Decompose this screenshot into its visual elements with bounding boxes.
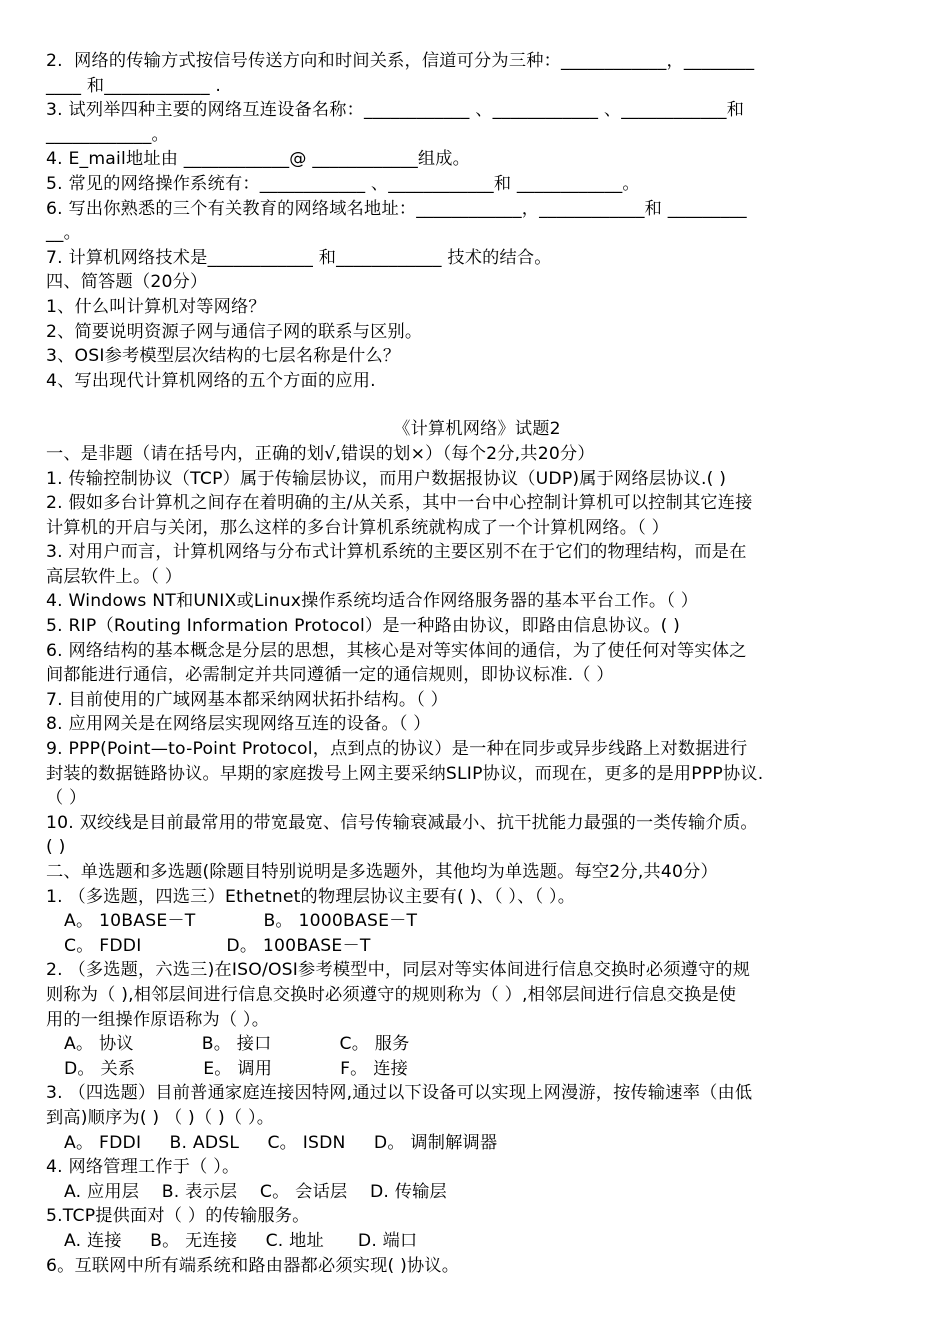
text-line: 计算机的开启与关闭，那么这样的多台计算机系统就构成了一个计算机网络。（ ）: [46, 517, 670, 538]
text-line: 封装的数据链路协议。早期的家庭拨号上网主要采纳SLIP协议，而现在，更多的是用PPP协议.: [46, 763, 764, 784]
text-line: 高层软件上。（ ）: [46, 566, 183, 587]
text-line: 2. 网络的传输方式按信号传送方向和时间关系，信道可分为三种：____________，________: [46, 51, 755, 71]
question-line: 2. （多选题，六选三)在ISO/OSI参考模型中，同层对等实体间进行信息交换时必须遵守的规: [46, 960, 751, 981]
text-line: 8. 应用网关是在网络层实现网络互连的设备。（ ）: [46, 714, 431, 735]
section-heading: 一、是非题（请在括号内，正确的划√,错误的划×）（每个2分,共20分）: [46, 443, 595, 464]
text-line: 3. 试列举四种主要的网络互连设备名称：____________ 、____________ 、____________和: [46, 100, 745, 121]
question-line: 则称为（ ),相邻层间进行信息交换时必须遵守的规则称为（ ）,相邻层间进行信息交换是使: [46, 984, 737, 1005]
question-line: 1. （多选题，四选三）Ethetnet的物理层协议主要有( )、（ ）、（ ）。: [46, 886, 576, 907]
option-line: C。 FDDI D。 100BASE－T: [64, 935, 371, 956]
exam-title: 《计算机网络》试题2: [393, 419, 561, 440]
question-line: 1、什么叫计算机对等网络？: [46, 296, 266, 317]
option-line: A。 10BASE－T B。 1000BASE－T: [64, 911, 418, 932]
question-line: 6。互联网中所有端系统和路由器都必须实现( )协议。: [46, 1255, 460, 1276]
option-line: D。 关系 E。 调用 F。 连接: [64, 1058, 408, 1079]
section-heading: 四、简答题（20分）: [46, 272, 208, 293]
option-line: A. 连接 B。 无连接 C. 地址 D. 端口: [64, 1230, 418, 1251]
option-line: A。 FDDI B. ADSL C。 ISDN D。 调制解调器: [64, 1132, 498, 1153]
true-false-section: [46, 442, 908, 860]
question-line: 用的一组操作原语称为（ ）。: [46, 1009, 270, 1030]
question-line: 4. 网络管理工作于（ ）。: [46, 1157, 240, 1178]
question-line: 3、OSI参考模型层次结构的七层名称是什么？: [46, 346, 401, 367]
text-line: ____ 和____________ .: [46, 75, 222, 96]
text-line: 5. RIP（Routing Information Protocol）是一种路由协议，即路由信息协议。( ): [46, 616, 681, 637]
choice-lines: [46, 885, 908, 1279]
option-line: A. 应用层 B. 表示层 C。 会话层 D. 传输层: [64, 1181, 447, 1202]
text-line: 6. 写出你熟悉的三个有关教育的网络域名地址：____________，____________和 _________: [46, 198, 747, 219]
question-line: 4、写出现代计算机网络的五个方面的应用.: [46, 370, 376, 391]
text-line: 10. 双绞线是目前最常用的带宽最宽、信号传输衰减最小、抗干扰能力最强的一类传输介质。: [46, 812, 758, 833]
section-heading: 二、单选题和多选题(除题目特别说明是多选题外，其他均为单选题。每空2分,共40分）: [46, 862, 718, 882]
text-line: 7. 目前使用的广域网基本都采纳网状拓扑结构。（ ）: [46, 689, 449, 710]
text-line: 5. 常见的网络操作系统有：____________ 、____________和 ____________。: [46, 173, 640, 194]
text-line: __。: [46, 223, 81, 244]
question-line: 到高)顺序为( ) （ )（ )（ ）。: [46, 1107, 275, 1128]
question-line: 3. （四选题）目前普通家庭连接因特网,通过以下设备可以实现上网漫游，按传输速率（由低: [46, 1083, 753, 1104]
text-line: 4. E_mail地址由 ____________@ ____________组成。: [46, 149, 471, 170]
text-line: 3. 对用户而言，计算机网络与分布式计算机系统的主要区别不在于它们的物理结构，而是在: [46, 542, 747, 563]
text-line: 9. PPP(Point—to-Point Protocol，点到点的协议）是一种在同步或异步线路上对数据进行: [46, 739, 748, 760]
text-line: 间都能进行通信，必需制定并共同遵循一定的通信规则，即协议标准.（ ）: [46, 665, 614, 686]
text-line: 4. Windows NT和UNIX或Linux操作系统均适合作网络服务器的基本平台工作。（ ）: [46, 591, 699, 612]
text-line: 6. 网络结构的基本概念是分层的思想，其核心是对等实体间的通信，为了使任何对等实体之: [46, 640, 747, 661]
text-line: ( ): [46, 837, 66, 858]
text-line: （ ）: [46, 788, 87, 809]
question-line: 2、简要说明资源子网与通信子网的联系与区别。: [46, 321, 423, 342]
short-answer-section: [46, 270, 908, 393]
text-line: 2. 假如多台计算机之间存在着明确的主/从关系，其中一台中心控制计算机可以控制其它连接: [46, 493, 753, 514]
text-line: ____________。: [46, 124, 169, 145]
question-line: 5.TCP提供面对（ ）的传输服务。: [46, 1206, 310, 1227]
choice-section: [46, 860, 908, 1278]
document-body: [46, 49, 908, 1278]
text-line: 1. 传输控制协议（TCP）属于传输层协议，而用户数据报协议（UDP)属于网络层协议.( ): [46, 468, 727, 489]
option-line: A。 协议 B。 接口 C。 服务: [64, 1034, 410, 1055]
fill-blank-section: [46, 49, 908, 270]
text-line: 7. 计算机网络技术是____________ 和____________ 技术的结合。: [46, 247, 552, 268]
